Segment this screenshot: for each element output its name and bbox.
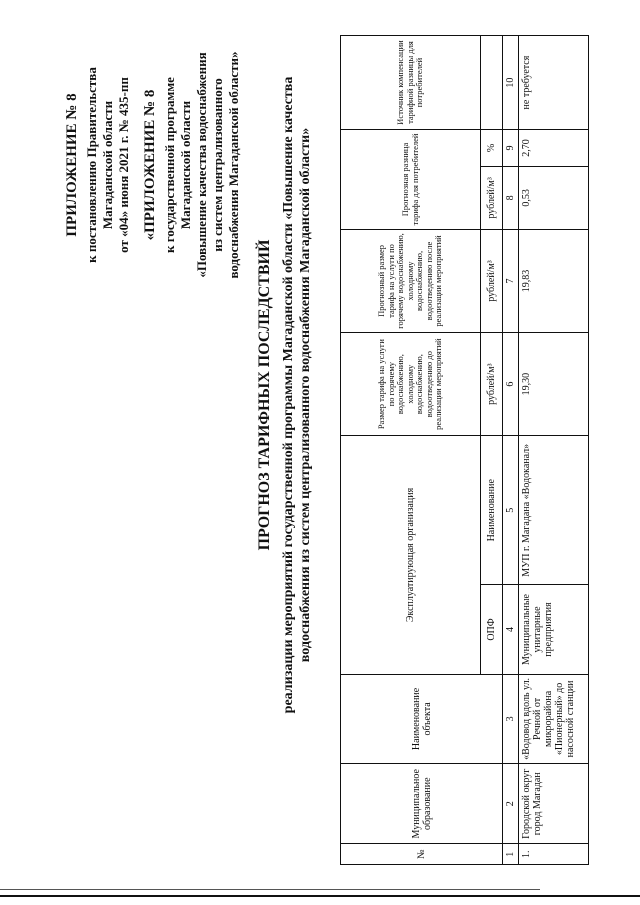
col-number: 4: [503, 585, 519, 674]
unit-diff-pct: %: [481, 130, 503, 167]
header-operator: Эксплуатирующая организация: [341, 436, 481, 674]
table-row: [519, 36, 589, 865]
cell-tariff: 19,30: [519, 333, 589, 436]
header-forecast-tariff: Прогнозный размер тарифа на услуги по горячему водоснабжению, холодному водоснабжению, водоотведению после реализации мероприятий: [341, 229, 481, 332]
header-tariff: Размер тарифа на услуги по горячему водоснабжению, холодному водоснабжению, водоотведению до реализации мероприятий: [341, 333, 481, 436]
col-number: 10: [503, 36, 519, 130]
col-number: 5: [503, 436, 519, 585]
page-edge-line-thin: [0, 889, 540, 890]
appendix-line: к постановлению Правительства: [84, 67, 99, 263]
document-subtitle: реализации мероприятий государственной программы Магаданской области «Повышение качества водоснабжения из систем централизованного водоснабжения Магаданской области»: [281, 76, 313, 714]
cell-opf: Муниципальные унитарные предприятия: [519, 585, 589, 674]
tariff-table: [340, 35, 589, 865]
document-title: ПРОГНОЗ ТАРИФНЫХ ПОСЛЕДСТВИЙ: [256, 239, 273, 551]
cell-compensation: не требуется: [519, 36, 589, 130]
unit-tariff: рублей/м³: [481, 333, 503, 436]
unit-diff-rub: рублей/м³: [481, 166, 503, 229]
appendix-line: из систем централизованного: [210, 78, 225, 252]
header-municipality: Муниципальное образование: [341, 764, 503, 844]
col-number: 8: [503, 166, 519, 229]
appendix-heading: ПРИЛОЖЕНИЕ № 8: [64, 93, 80, 237]
appendix-line: к государственной программе: [162, 77, 177, 253]
cell-forecast-tariff: 19,83: [519, 229, 589, 332]
unit-forecast-tariff: рублей/м³: [481, 229, 503, 332]
header-opf: ОПФ: [481, 585, 503, 674]
col-number: 9: [503, 130, 519, 167]
header-compensation: Источник компенсации тарифной разницы для потребителей: [341, 36, 481, 130]
appendix-line: водоснабжения Магаданской области»: [226, 51, 241, 279]
cell-municipality: Городской округ город Магадан: [519, 764, 589, 844]
col-number: 2: [503, 764, 519, 844]
col-number: 1: [503, 844, 519, 865]
page-edge-line: [0, 895, 640, 897]
appendix-heading-2: «ПРИЛОЖЕНИЕ № 8: [142, 89, 158, 241]
col-number: 3: [503, 674, 519, 763]
appendix-block: [64, 40, 242, 290]
cell-num: 1.: [519, 844, 589, 865]
header-name: Наименование: [481, 436, 503, 585]
header-num: №: [341, 844, 503, 865]
col-number: 7: [503, 229, 519, 332]
appendix-line: Магаданской области: [178, 100, 193, 230]
cell-diff-pct: 2,70: [519, 130, 589, 167]
cell-diff-rub: 0,53: [519, 166, 589, 229]
cell-name: МУП г. Магадана «Водоканал»: [519, 436, 589, 585]
appendix-line: «Повышение качества водоснабжения: [194, 52, 209, 278]
header-object: Наименование объекта: [341, 674, 503, 763]
cell-object: «Водовод вдоль ул. Речной от микрорайона «Пионерный» до насосной станции: [519, 674, 589, 763]
header-forecast-diff: Прогнозная разница тарифа для потребителей: [341, 130, 481, 230]
col-number: 6: [503, 333, 519, 436]
appendix-line: от «04» июня 2021 г. № 435-пп: [116, 77, 131, 253]
appendix-line: Магаданской области: [100, 100, 115, 230]
